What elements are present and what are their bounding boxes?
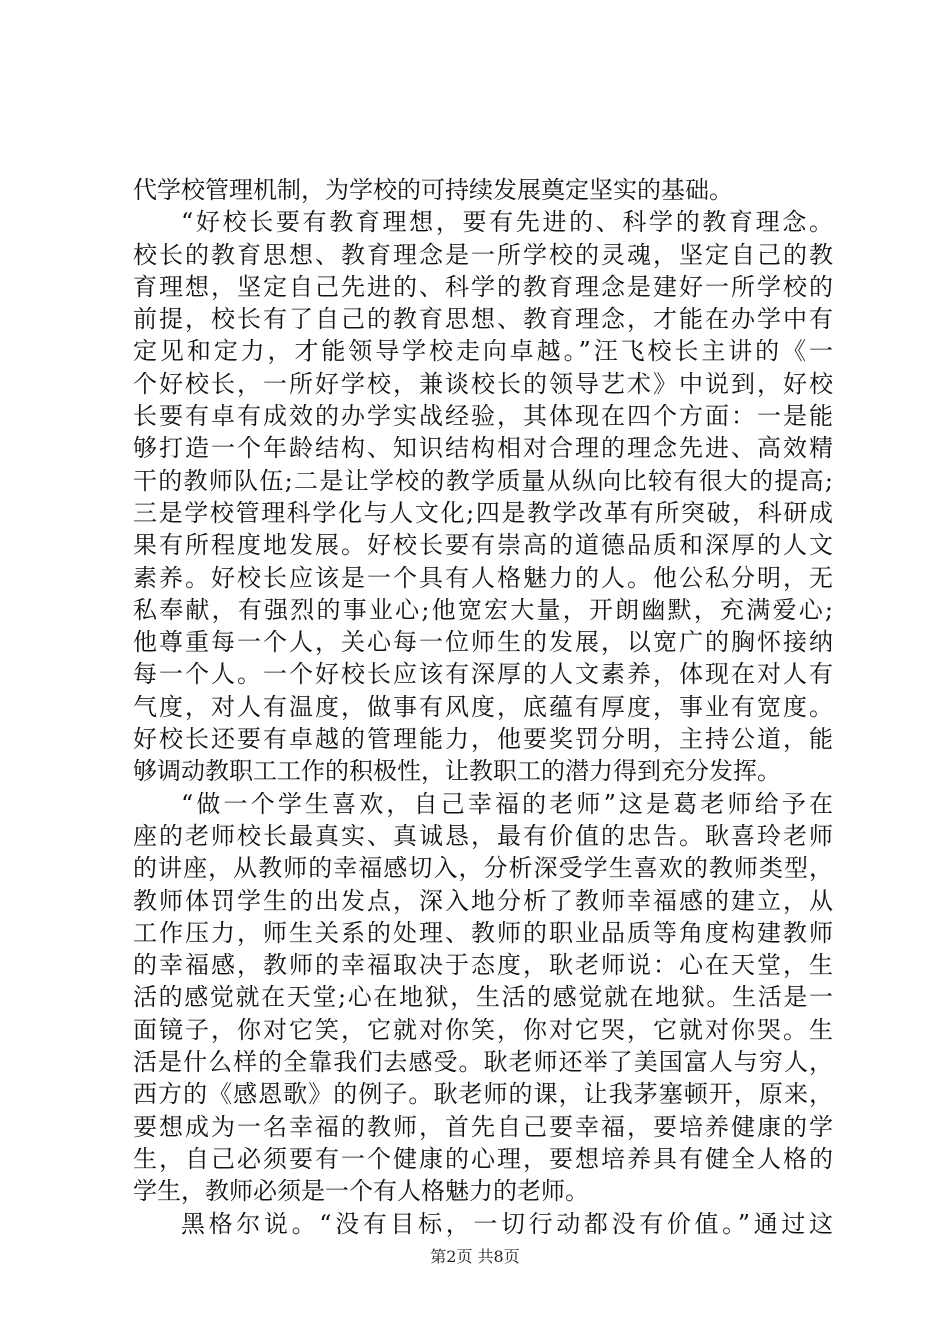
text-line: 活是什么样的全靠我们去感受。耿老师还举了美国富人与穷人， <box>133 1048 833 1077</box>
text-line: 座的老师校长最真实、真诚恳，最有价值的忠告。耿喜玲老师 <box>133 821 833 850</box>
text-line: 个好校长，一所好学校，兼谈校长的领导艺术》中说到，好校 <box>133 369 833 398</box>
text-line: 黑格尔说。“没有目标，一切行动都没有价值。”通过这 <box>181 1209 833 1238</box>
text-line: 够调动教职工工作的积极性，让教职工的潜力得到充分发挥。 <box>133 757 781 786</box>
text-line: 每一个人。一个好校长应该有深厚的人文素养，体现在对人有 <box>133 660 833 689</box>
text-line: 长要有卓有成效的办学实战经验，其体现在四个方面：一是能 <box>133 402 833 431</box>
text-line: 的讲座，从教师的幸福感切入，分析深受学生喜欢的教师类型， <box>133 854 833 883</box>
text-line: 学生，教师必须是一个有人格魅力的老师。 <box>133 1177 589 1206</box>
text-line: 干的教师队伍;二是让学校的教学质量从纵向比较有很大的提高; <box>133 466 833 495</box>
text-line: 气度，对人有温度，做事有风度，底蕴有厚度，事业有宽度。 <box>133 692 833 721</box>
text-line: 代学校管理机制，为学校的可持续发展奠定坚实的基础。 <box>133 176 733 204</box>
text-line: 生，自己必须要有一个健康的心理，要想培养具有健全人格的 <box>133 1144 833 1173</box>
text-line: 前提，校长有了自己的教育思想、教育理念，才能在办学中有 <box>133 305 833 334</box>
text-line: 定见和定力，才能领导学校走向卓越。”汪飞校长主讲的《一 <box>133 337 833 366</box>
text-line: 校长的教育思想、教育理念是一所学校的灵魂，坚定自己的教 <box>133 240 833 269</box>
text-line: 西方的《感恩歌》的例子。耿老师的课，让我茅塞顿开，原来， <box>133 1080 833 1109</box>
text-line: 要想成为一名幸福的教师，首先自己要幸福，要培养健康的学 <box>133 1112 833 1141</box>
text-line: 教师体罚学生的出发点，深入地分析了教师幸福感的建立，从 <box>133 886 833 915</box>
text-line: 他尊重每一个人，关心每一位师生的发展，以宽广的胸怀接纳 <box>133 628 833 657</box>
text-line: 够打造一个年龄结构、知识结构相对合理的理念先进、高效精 <box>133 434 833 463</box>
text-line: 三是学校管理科学化与人文化;四是教学改革有所突破，科研成 <box>133 498 833 527</box>
text-line: 工作压力，师生关系的处理、教师的职业品质等角度构建教师 <box>133 918 833 947</box>
text-line: 素养。好校长应该是一个具有人格魅力的人。他公私分明，无 <box>133 563 833 592</box>
text-line: 果有所程度地发展。好校长要有崇高的道德品质和深厚的人文 <box>133 531 833 560</box>
text-line: 活的感觉就在天堂;心在地狱，生活的感觉就在地狱。生活是一 <box>133 983 833 1012</box>
text-line: 私奉献，有强烈的事业心;他宽宏大量，开朗幽默，充满爱心; <box>133 595 833 624</box>
page-number-footer: 第2页 共8页 <box>430 1247 520 1266</box>
document-body <box>133 174 833 1240</box>
text-line: 的幸福感，教师的幸福取决于态度，耿老师说：心在天堂，生 <box>133 951 833 980</box>
text-line: 好校长还要有卓越的管理能力，他要奖罚分明，主持公道，能 <box>133 725 833 754</box>
text-line: 育理想，坚定自己先进的、科学的教育理念是建好一所学校的 <box>133 272 833 301</box>
text-line: 面镜子，你对它笑，它就对你笑，你对它哭，它就对你哭。生 <box>133 1015 833 1044</box>
text-line: “好校长要有教育理想，要有先进的、科学的教育理念。 <box>181 208 833 237</box>
text-line: “做一个学生喜欢，自己幸福的老师”这是葛老师给予在 <box>181 789 833 818</box>
